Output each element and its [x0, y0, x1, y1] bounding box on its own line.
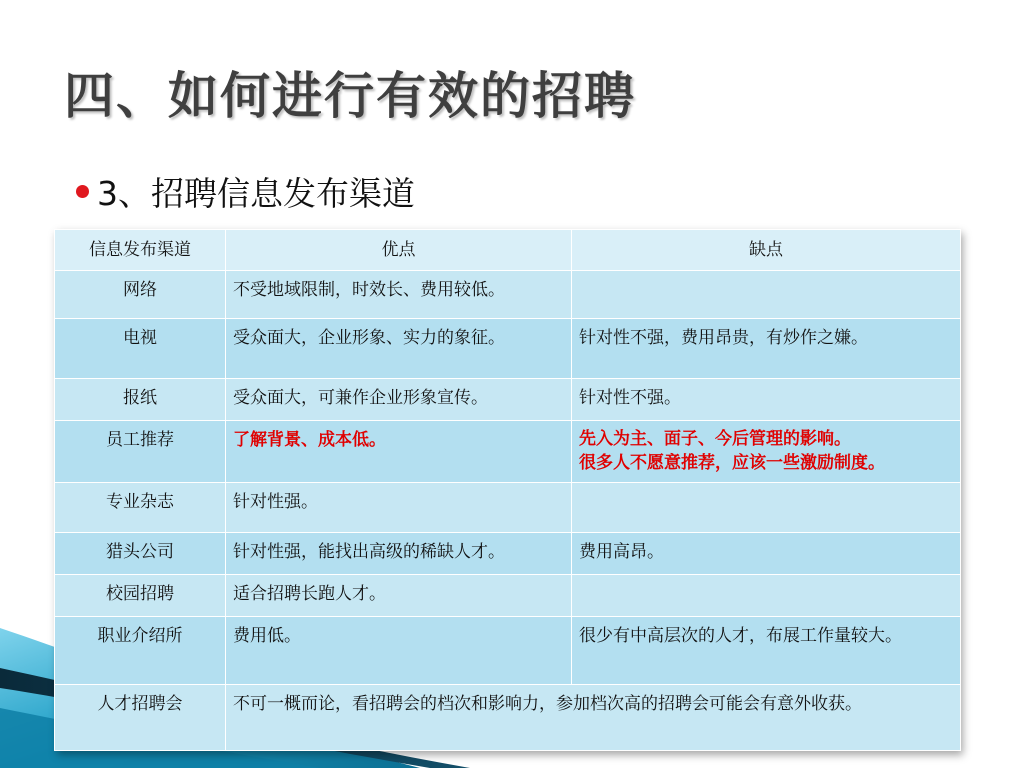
cons-line: 先入为主、面子、今后管理的影响。 — [579, 429, 851, 449]
cons-cell — [572, 271, 961, 319]
channel-cell: 人才招聘会 — [55, 685, 226, 751]
header-cons: 缺点 — [572, 230, 961, 271]
header-pros: 优点 — [226, 230, 572, 271]
channel-cell: 电视 — [55, 319, 226, 379]
table-header-row — [55, 230, 961, 271]
channel-cell: 员工推荐 — [55, 421, 226, 483]
page-title: 四、如何进行有效的招聘 — [64, 67, 636, 125]
channel-cell: 报纸 — [55, 379, 226, 421]
table-row — [55, 533, 961, 575]
pros-cell: 受众面大，可兼作企业形象宣传。 — [226, 379, 572, 421]
table-row — [55, 271, 961, 319]
merged-cell: 不可一概而论，看招聘会的档次和影响力，参加档次高的招聘会可能会有意外收获。 — [226, 685, 961, 751]
cons-line: 很多人不愿意推荐，应该一些激励制度。 — [579, 453, 885, 473]
pros-cell: 针对性强。 — [226, 483, 572, 533]
cons-cell-highlight — [572, 421, 961, 483]
channels-table — [54, 229, 960, 751]
pros-cell: 受众面大，企业形象、实力的象征。 — [226, 319, 572, 379]
header-channel: 信息发布渠道 — [55, 230, 226, 271]
table-row — [55, 685, 961, 751]
channel-cell: 专业杂志 — [55, 483, 226, 533]
cons-cell: 针对性不强，费用昂贵，有炒作之嫌。 — [572, 319, 961, 379]
pros-cell: 费用低。 — [226, 617, 572, 685]
table-row — [55, 319, 961, 379]
channel-cell: 职业介绍所 — [55, 617, 226, 685]
pros-cell: 适合招聘长跑人才。 — [226, 575, 572, 617]
bullet-dot-icon — [76, 185, 89, 198]
cons-cell: 很少有中高层次的人才，布展工作量较大。 — [572, 617, 961, 685]
table-row — [55, 421, 961, 483]
pros-cell: 针对性强，能找出高级的稀缺人才。 — [226, 533, 572, 575]
channel-cell: 猎头公司 — [55, 533, 226, 575]
table-row — [55, 379, 961, 421]
cons-cell — [572, 575, 961, 617]
cons-cell: 针对性不强。 — [572, 379, 961, 421]
table-row — [55, 483, 961, 533]
pros-cell-highlight: 了解背景、成本低。 — [226, 421, 572, 483]
cons-cell: 费用高昂。 — [572, 533, 961, 575]
channel-cell: 校园招聘 — [55, 575, 226, 617]
bullet-heading — [76, 168, 415, 215]
channel-cell: 网络 — [55, 271, 226, 319]
table-row — [55, 575, 961, 617]
pros-cell: 不受地域限制，时效长、费用较低。 — [226, 271, 572, 319]
bullet-text: 3、招聘信息发布渠道 — [97, 174, 415, 213]
cons-cell — [572, 483, 961, 533]
table-row — [55, 617, 961, 685]
